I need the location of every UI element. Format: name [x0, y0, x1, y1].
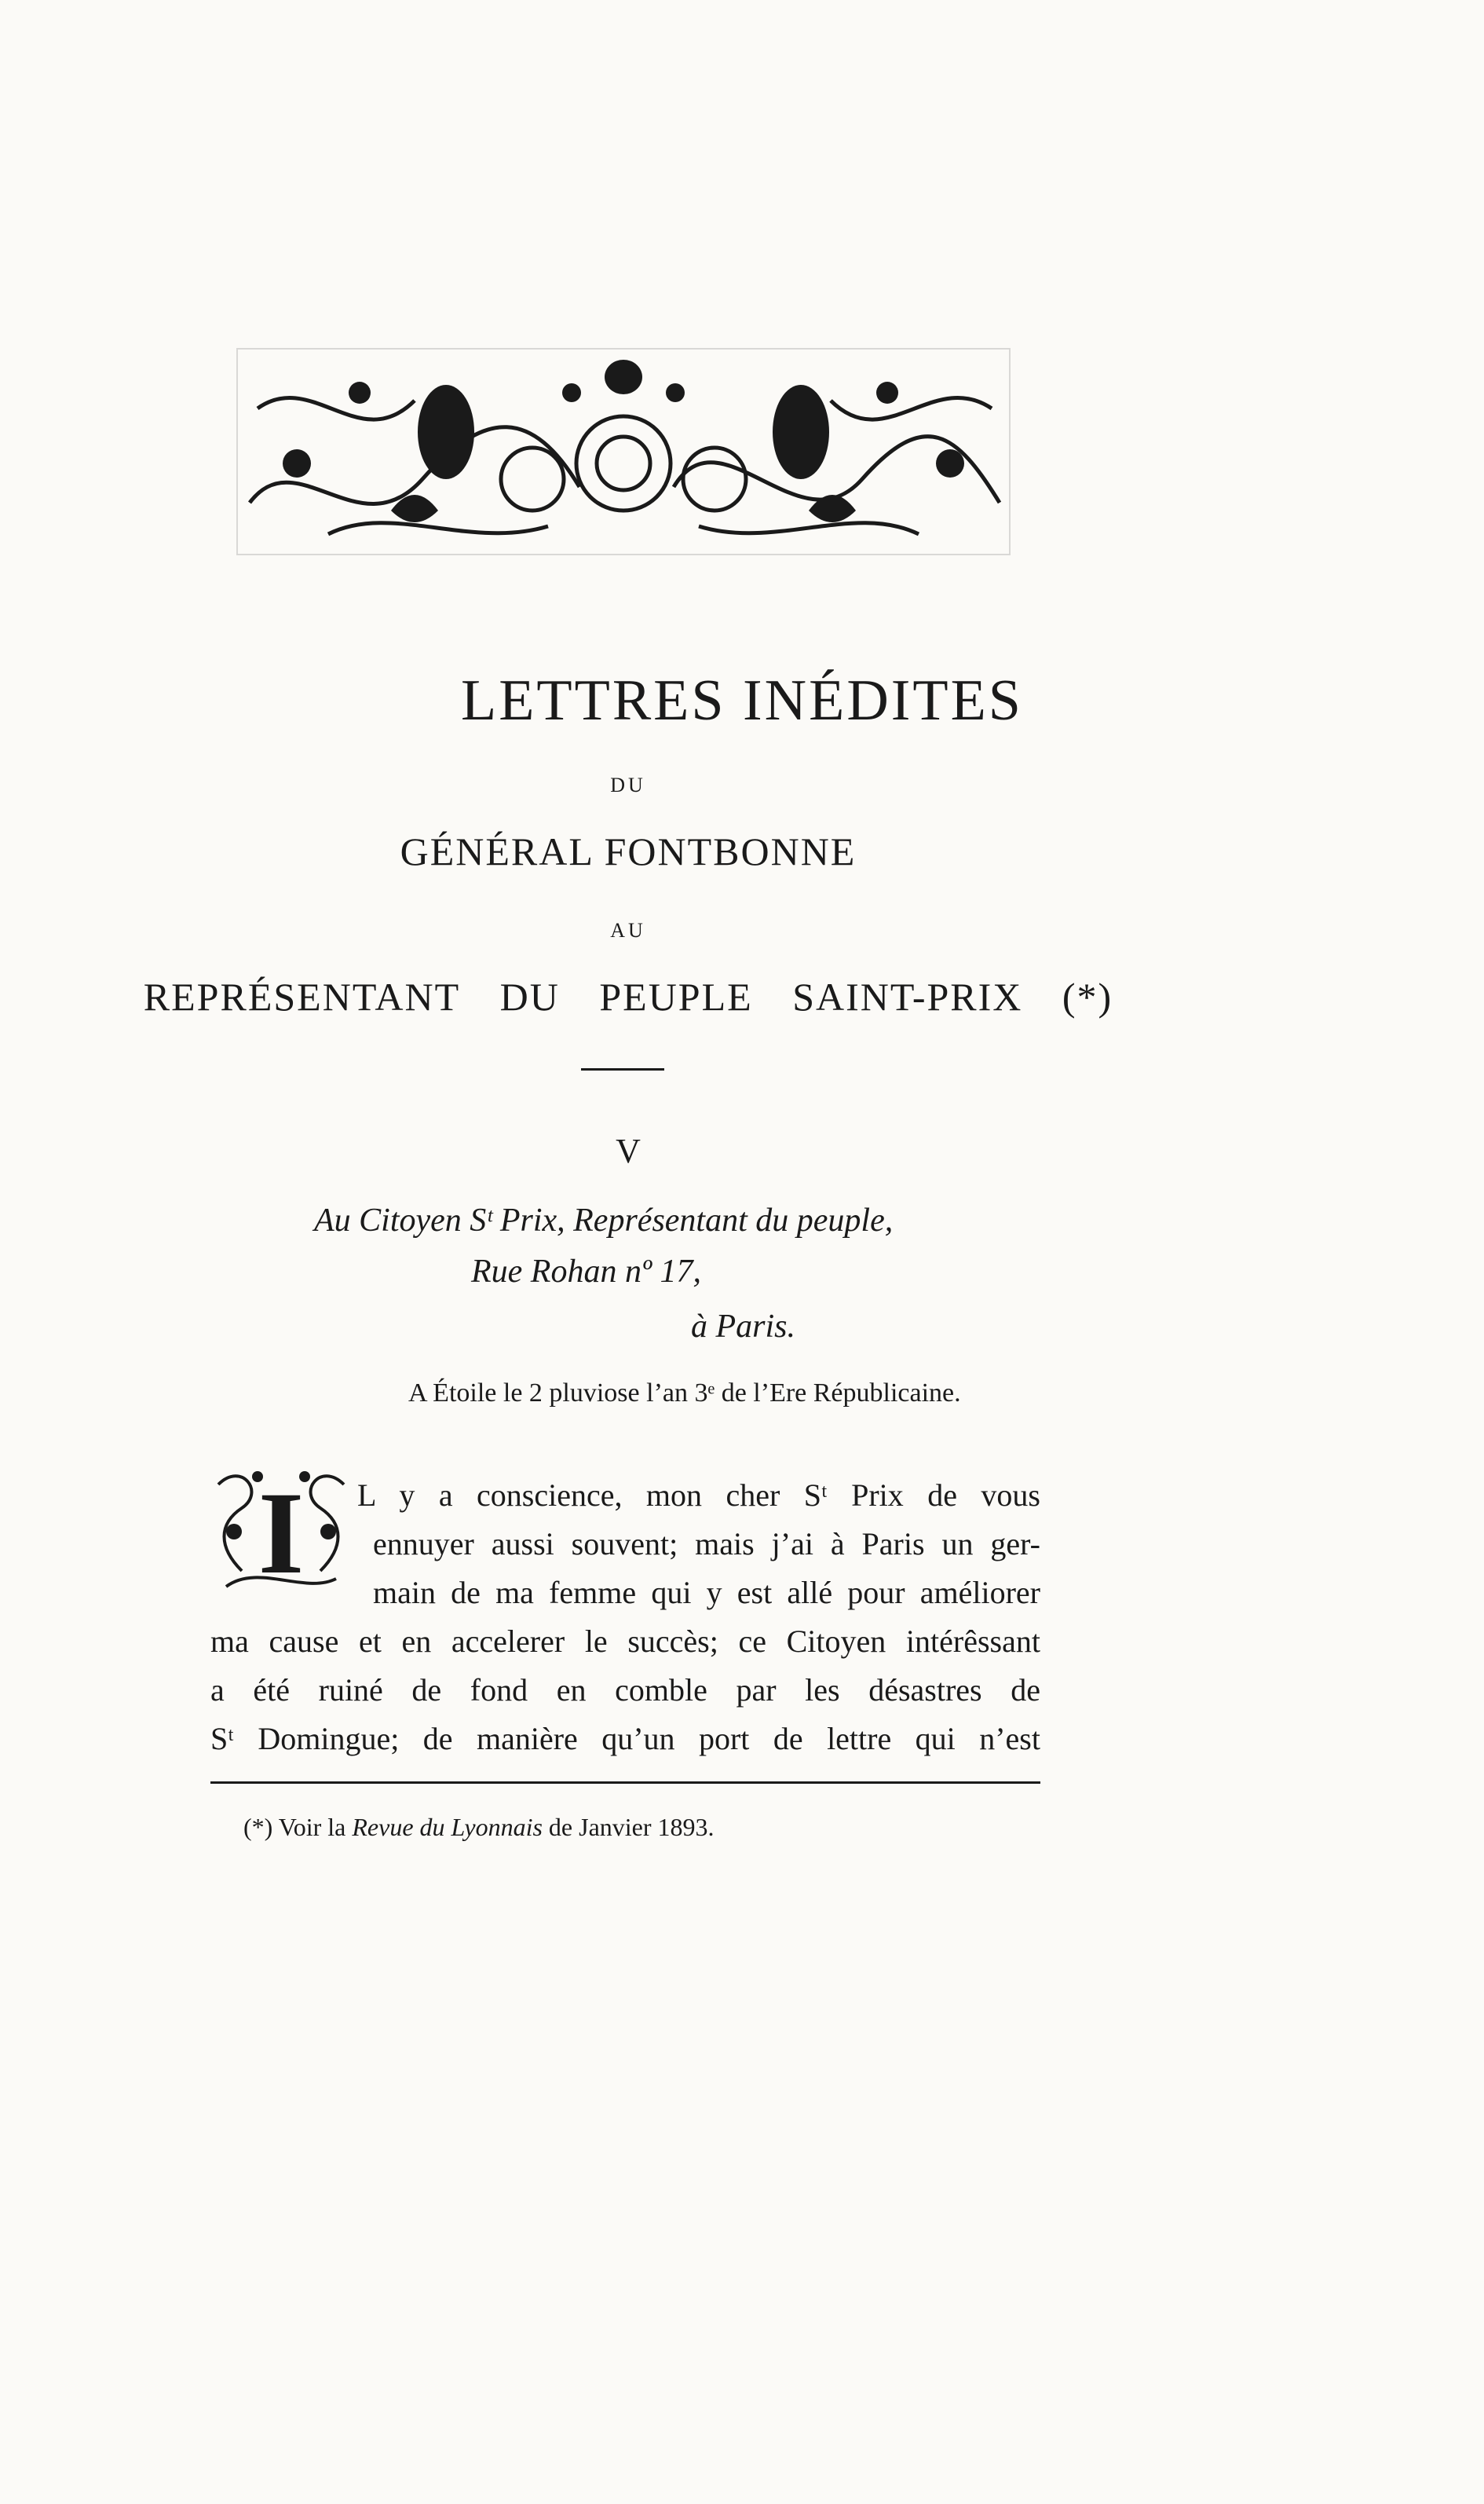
ornamental-dropcap	[210, 1461, 352, 1594]
subtitle-word: REPRÉSENTANT	[143, 975, 461, 1019]
page-title: LETTRES INÉDITES	[461, 668, 1023, 733]
footnote-text: de Janvier 1893.	[548, 1813, 715, 1841]
title-divider	[581, 1068, 664, 1071]
decorative-headpiece	[234, 346, 1013, 558]
subtitle-representant	[0, 974, 1256, 1020]
title-connector-du: DU	[610, 774, 646, 796]
footnote-text: Voir la	[278, 1813, 346, 1841]
body-line: L y a conscience, mon cher Sᵗ Prix de vous	[357, 1477, 1040, 1513]
footnote-journal: Revue du Lyonnais	[352, 1813, 543, 1841]
footnote	[243, 1813, 715, 1842]
body-line: ennuyer aussi souvent; mais j’ai à Paris un ger-	[373, 1526, 1040, 1561]
body-line: Sᵗ Domingue; de manière qu’un port de lettre qui n’est	[210, 1721, 1040, 1756]
address-line: Au Citoyen Sᵗ Prix, Représentant du peuple,	[314, 1203, 894, 1239]
footnote-divider	[210, 1781, 1040, 1784]
body-line: ma cause et en accelerer le succès; ce Citoyen intérêssant	[210, 1624, 1040, 1659]
footnote-reference: (*)	[1062, 975, 1113, 1019]
subtitle-word: DU	[499, 975, 560, 1019]
subtitle-word: SAINT-PRIX	[792, 975, 1023, 1019]
section-number: V	[616, 1132, 641, 1170]
address-line: Rue Rohan nº 17,	[471, 1254, 701, 1290]
footnote-mark: (*)	[243, 1813, 273, 1841]
subtitle-general: GÉNÉRAL FONTBONNE	[400, 829, 857, 873]
letter-dateline: A Étoile le 2 pluviose l’an 3ᵉ de l’Ere Républicaine.	[408, 1378, 961, 1408]
dropcap-letter: I	[258, 1468, 305, 1594]
body-line: main de ma femme qui y est allé pour améliorer	[373, 1575, 1040, 1610]
body-line: a été ruiné de fond en comble par les désastres de	[210, 1672, 1040, 1708]
title-connector-au: AU	[610, 919, 646, 942]
address-line: à Paris.	[691, 1309, 796, 1345]
subtitle-word: PEUPLE	[599, 975, 753, 1019]
